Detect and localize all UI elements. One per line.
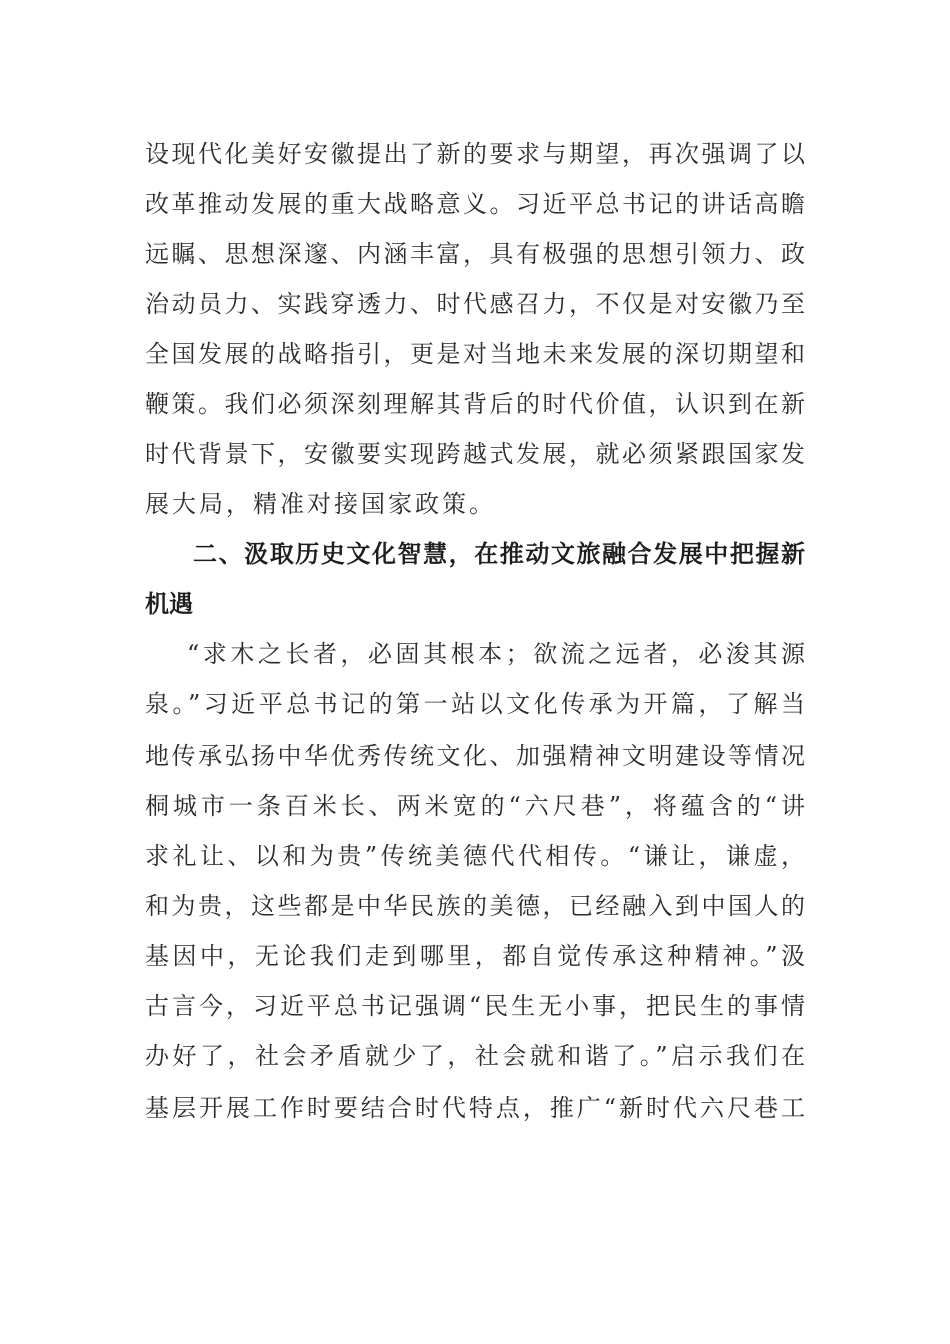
paragraph-line: 基因中，无论我们走到哪里，都自觉传承这种精神。”汲 xyxy=(145,942,805,970)
paragraph-line: 鞭策。我们必须深刻理解其背后的时代价值，认识到在新 xyxy=(145,390,805,418)
paragraph-line: 泉。”习近平总书记的第一站以文化传承为开篇，了解当 xyxy=(145,690,805,718)
paragraph-line: 治动员力、实践穿透力、时代感召力，不仅是对安徽乃至 xyxy=(145,290,805,318)
paragraph-line: 基层开展工作时要结合时代特点，推广“新时代六尺巷工 xyxy=(145,1094,805,1122)
paragraph-line: 全国发展的战略指引，更是对当地未来发展的深切期望和 xyxy=(145,340,805,368)
section-heading: 机遇 xyxy=(145,590,193,618)
paragraph-line: 桐城市一条百米长、两米宽的“六尺巷”，将蕴含的“讲 xyxy=(145,792,805,820)
paragraph-line: “求木之长者，必固其根本；欲流之远者，必浚其源 xyxy=(187,640,805,668)
paragraph-line: 设现代化美好安徽提出了新的要求与期望，再次强调了以 xyxy=(145,140,805,168)
paragraph-line: 和为贵，这些都是中华民族的美德，已经融入到中国人的 xyxy=(145,892,805,920)
paragraph-line: 办好了，社会矛盾就少了，社会就和谐了。”启示我们在 xyxy=(145,1042,805,1070)
section-heading: 二、汲取历史文化智慧，在推动文旅融合发展中把握新 xyxy=(193,540,805,568)
paragraph-line: 远瞩、思想深邃、内涵丰富，具有极强的思想引领力、政 xyxy=(145,240,805,268)
paragraph-line: 展大局，精准对接国家政策。 xyxy=(145,490,496,518)
paragraph-line: 古言今，习近平总书记强调“民生无小事，把民生的事情 xyxy=(145,992,805,1020)
paragraph-line: 改革推动发展的重大战略意义。习近平总书记的讲话高瞻 xyxy=(145,190,805,218)
paragraph-line: 时代背景下，安徽要实现跨越式发展，就必须紧跟国家发 xyxy=(145,440,805,468)
paragraph-line: 地传承弘扬中华优秀传统文化、加强精神文明建设等情况 xyxy=(145,742,805,770)
paragraph-line: 求礼让、以和为贵”传统美德代代相传。“谦让，谦虚， xyxy=(145,842,805,870)
